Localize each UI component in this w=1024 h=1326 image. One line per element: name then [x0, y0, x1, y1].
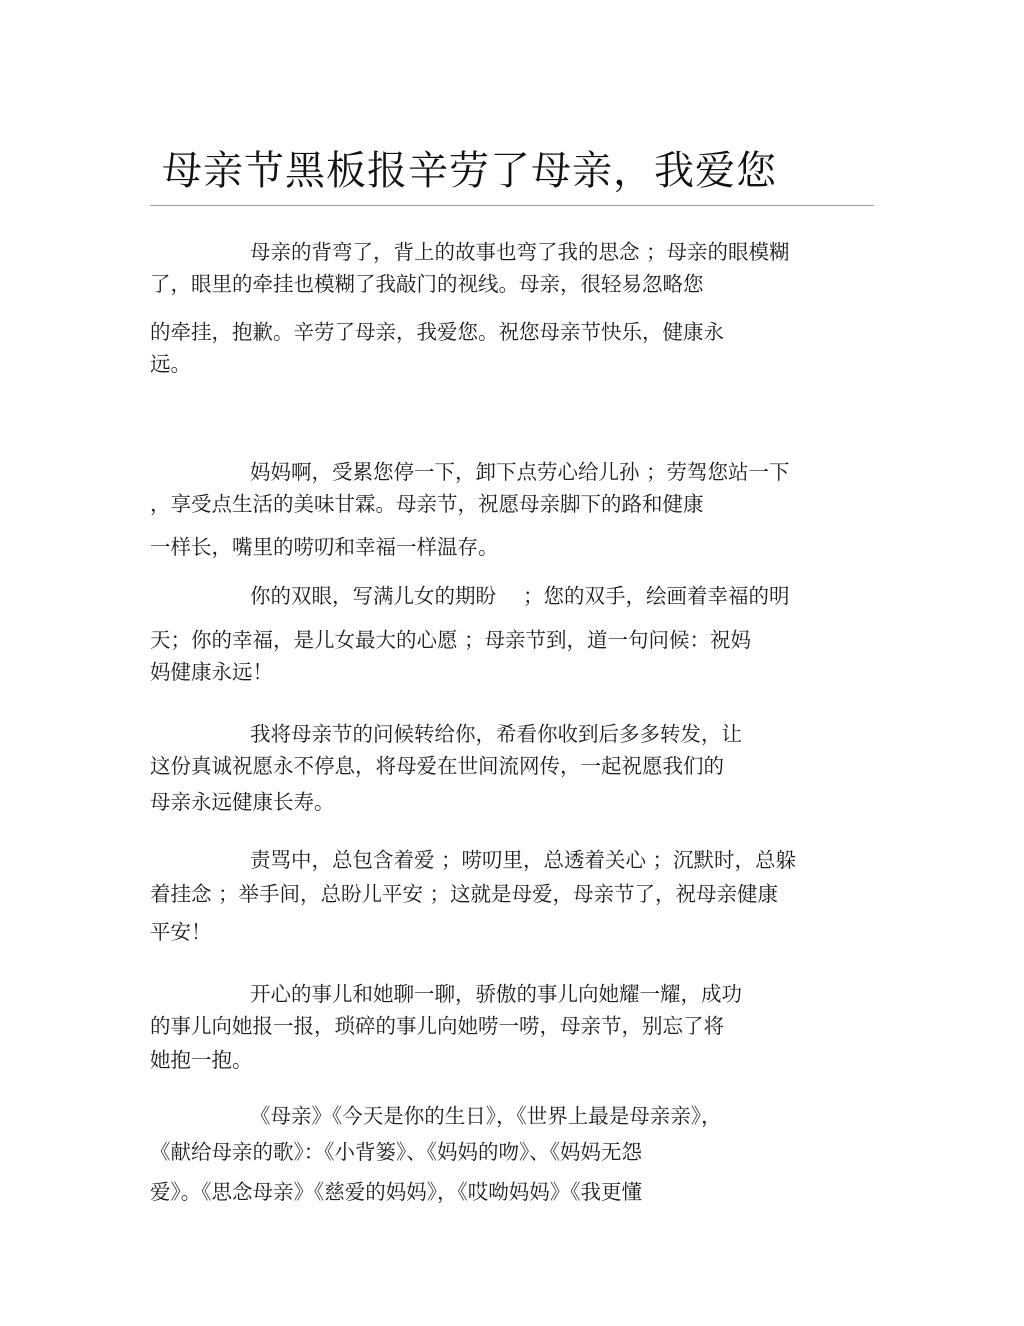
paragraph-7-line-2: 《献给母亲的歌》：《小背篓》、《妈妈的吻》、《妈妈无怨: [150, 1140, 642, 1164]
paragraph-2-line-1: 妈妈啊，受累您停一下，卸下点劳心给儿孙 ；劳驾您站一下: [250, 460, 790, 484]
paragraph-6-line-1: 开心的事儿和她聊一聊，骄傲的事儿向她耀一耀，成功: [250, 982, 742, 1006]
paragraph-3-line-1: 你的双眼，写满儿女的期盼 ；您的双手，绘画着幸福的明: [250, 584, 790, 608]
paragraph-7-line-1: 《母亲》《今天是你的生日》，《世界上最是母亲亲》，: [250, 1104, 722, 1128]
paragraph-2-line-3: 一样长，嘴里的唠叨和幸福一样温存。: [150, 535, 499, 559]
paragraph-5-line-2: 着挂念 ；举手间，总盼儿平安 ；这就是母爱，母亲节了，祝母亲健康: [150, 882, 779, 906]
paragraph-7-line-3: 爱》。《思念母亲》《慈爱的妈妈》，《哎呦妈妈》《我更懂: [150, 1180, 642, 1204]
title-divider: [150, 205, 874, 206]
paragraph-1-line-1: 母亲的背弯了，背上的故事也弯了我的思念 ；母亲的眼模糊: [250, 240, 790, 264]
paragraph-1-line-4: 远。: [150, 352, 191, 376]
paragraph-4-line-1: 我将母亲节的问候转给你，希看你收到后多多转发，让: [250, 722, 742, 746]
paragraph-1-line-3: 的牵挂，抱歉。辛劳了母亲，我爱您。祝您母亲节快乐，健康永: [150, 320, 724, 344]
paragraph-3-line-3: 妈健康永远！: [150, 660, 273, 684]
paragraph-1-line-2: 了，眼里的牵挂也模糊了我敲门的视线。母亲，很轻易忽略您: [150, 272, 704, 296]
page-title: 母亲节黑板报辛劳了母亲，我爱您: [162, 148, 777, 194]
paragraph-5-line-3: 平安！: [150, 920, 212, 944]
paragraph-4-line-2: 这份真诚祝愿永不停息，将母爱在世间流网传，一起祝愿我们的: [150, 754, 724, 778]
paragraph-4-line-3: 母亲永远健康长寿。: [150, 790, 335, 814]
paragraph-5-line-1: 责骂中，总包含着爱 ；唠叨里，总透着关心 ；沉默时，总躲: [250, 848, 797, 872]
paragraph-6-line-3: 她抱一抱。: [150, 1048, 253, 1072]
paragraph-2-line-2: ，享受点生活的美味甘霖。母亲节，祝愿母亲脚下的路和健康: [150, 492, 704, 516]
paragraph-3-line-2: 天；你的幸福，是儿女最大的心愿 ；母亲节到，道一句问候：祝妈: [150, 628, 752, 652]
paragraph-6-line-2: 的事儿向她报一报，琐碎的事儿向她唠一唠，母亲节，别忘了将: [150, 1014, 724, 1038]
